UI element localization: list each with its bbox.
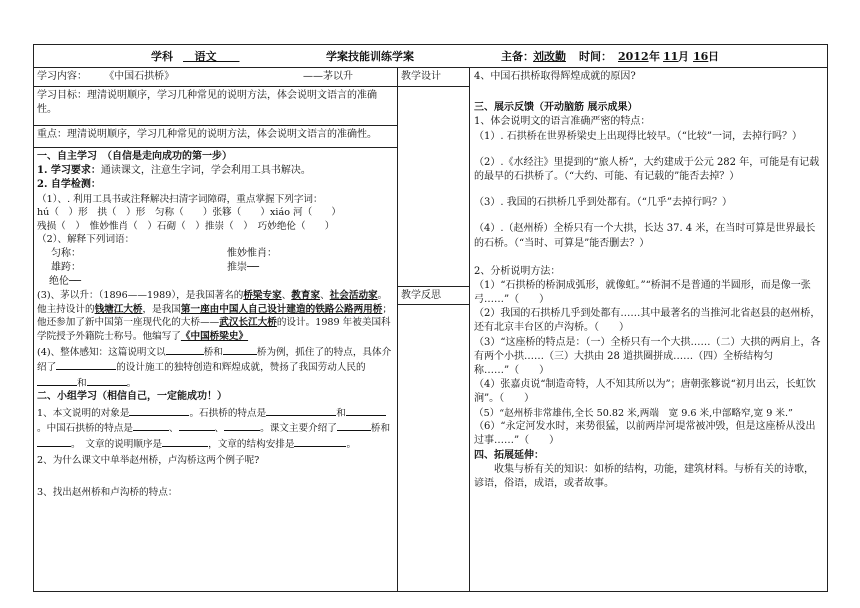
editor-value: 刘改勤 <box>533 50 566 63</box>
row-divider <box>33 125 397 126</box>
day-value: 16 <box>693 50 709 63</box>
month-value: 11 <box>663 50 679 63</box>
teaching-design-label: 教学设计 <box>401 71 441 82</box>
feedback-q1-2: （2）.《水经注》里提到的“旅人桥”，大约建成于公元 282 年，可能是有记载的最早的石拱桥了。（“大约、可能、有记载的”能否去掉？） <box>474 156 820 182</box>
self-check-title: 2. 自学检测： <box>37 179 101 191</box>
content-label: 学习内容： <box>37 71 87 82</box>
method-title: 2、分析说明方法： <box>474 265 561 277</box>
row-divider <box>397 86 469 87</box>
row-divider <box>33 86 397 87</box>
feedback-q1-1: （1）. 石拱桥在世界桥梁史上出现得比较早。（“比较”一词，去掉行吗？） <box>474 130 802 142</box>
question-2: （2）、解释下列词语： <box>37 234 135 246</box>
method-q5: （5）“赵州桥非常雄伟,全长 50.82 米,两端 宽 9.6 米,中部略窄,宽 9 米.” <box>474 407 793 419</box>
extension-text: 收集与桥有关的知识：如桥的结构，功能，建筑材料。与桥有关的诗歌，谚语，俗语，成语，或者故事。 <box>474 463 814 489</box>
time-label: 时间： <box>579 50 612 63</box>
method-q2: （2）我国的石拱桥几乎到处都有……其中最著名的当推河北省赵县的赵州桥，还有北京丰台区的卢沟桥。（ ） <box>474 308 821 334</box>
feedback-q1-4: （4）.（赵州桥）全桥只有一个大拱，长达 37. 4 米，在当时可算是世界最长的石桥。（“当时、可算是”能否删去？） <box>474 223 816 249</box>
month-suffix: 月 <box>678 50 689 63</box>
group-question-1: 1、本文说明的对象是 。石拱桥的特点是 和。中国石拱桥的特点是 、 、 。课文主要介绍了 桥和。 文章的说明顺序是 ，文章的结构安排是 。 <box>37 405 393 452</box>
word-weimiao: 惟妙惟肖： <box>227 248 277 259</box>
section-self-study-title: 一、自主学习 （自信是走向成功的第一步） <box>37 151 232 162</box>
subject-value: 语文 <box>194 50 217 63</box>
row-divider <box>397 304 469 305</box>
worksheet-title: 学案技能训练学案 <box>326 50 414 63</box>
word-yunchen: 匀称： <box>51 248 81 259</box>
feedback-q1-3: （3）. 我国的石拱桥几乎到处都有。（“几乎”去掉行吗？） <box>474 197 732 209</box>
learning-content-row <box>33 69 397 86</box>
method-q1: （1）“石拱桥的桥洞成弧形，就像虹。”“桥洞不是普通的半圆形，而是像一张弓……”（ ） <box>474 279 811 306</box>
word-row <box>37 261 393 275</box>
vocab-row-1: hú（ ）形 拱（ ）形 匀称（ ）张簃（ ）xiáo 河（ ） <box>37 207 342 219</box>
method-q4: （4）张嘉贞说“制造奇特，人不知其所以为”；唐朝张簃说“初月出云，长虹饮涧”。（ ） <box>474 379 816 405</box>
word-xiongkua: 雄跨： <box>51 262 81 273</box>
method-q3: （3）“这座桥的特点是：（一）全桥只有一个大拱……（二）大拱的两肩上，各有两个小拱……（三）大拱由 28 道拱圈拼成……（四）全桥结构匀称……”（ ） <box>474 336 821 376</box>
question-4-overview: (4)、整体感知：这篇说明文以 桥和 桥为例，抓住了的特点，具体介绍了 的设计施工的独特创造和辉煌成就，赞扬了我国劳动人民的和 。 <box>37 344 393 391</box>
word-tuichong: 推崇── <box>227 262 260 273</box>
column-divider-left <box>397 68 398 592</box>
group-question-2: 2、为什么课文中单举赵州桥，卢沟桥这两个例子呢? <box>37 455 260 467</box>
content-author: ——茅以升 <box>303 71 353 82</box>
right-main-content <box>469 69 828 591</box>
study-requirement: 1. 学习要求：通读课文，注意生字词，学会利用工具书解决。 <box>37 165 311 177</box>
vocab-row-2: 残损（ ） 惟妙惟肖（ ）石砌（ ）推崇（ ） 巧妙绝伦（ ） <box>37 220 335 232</box>
day-suffix: 日 <box>708 50 719 63</box>
group-question-3: 3、找出赵州桥和卢沟桥的特点： <box>37 487 178 499</box>
year-value: 2012 <box>618 50 649 63</box>
method-q6: （6）“永定河发水时，来势很猛，以前两岸河堤常被冲毁，但是这座桥从没出过事……”（ ） <box>474 421 816 447</box>
worksheet-header <box>33 44 828 68</box>
section-feedback-title: 三、展示反馈（开动脑筋 展示成果） <box>474 102 638 114</box>
question-3-author: (3)、茅以升：（1896——1989），是我国著名的桥梁专家、教育家、社会活动家。他主持设计的钱塘江大桥，是我国第一座由中国人自己设计建造的铁路公路两用桥；他还参加了新中国第一座现代化的大桥——武汉长江大桥的设计。1989 年被美国科学院授予外籍院士称号。他编写了《中国桥梁史》 <box>37 290 392 343</box>
subject-label: 学科 <box>151 50 173 63</box>
section-group-study-title: 二、小组学习（相信自己，一定能成功！） <box>37 391 227 403</box>
year-suffix: 年 <box>649 50 660 63</box>
word-juelun: 绝伦── <box>49 276 82 287</box>
feedback-q1: 1、体会说明文的语言准确严密的特点： <box>474 116 651 128</box>
editor-label: 主备： <box>501 50 534 63</box>
row-divider <box>33 147 397 148</box>
left-main-content <box>33 149 397 591</box>
teaching-reflection-label: 教学反思 <box>401 290 441 301</box>
learning-objective: 学习目标：理清说明顺序，学习几种常见的说明方法，体会说明文语言的准确性。 <box>37 90 377 116</box>
content-title: 《中国石拱桥》 <box>104 71 175 82</box>
word-row <box>37 247 393 261</box>
question-4-reason: 4、中国石拱桥取得辉煌成就的原因? <box>474 71 636 82</box>
row-divider <box>397 286 469 287</box>
section-extension-title: 四、拓展延伸： <box>474 449 544 461</box>
key-point: 重点：理清说明顺序，学习几种常见的说明方法，体会说明文语言的准确性。 <box>37 129 377 140</box>
question-1: （1）、. 利用工具书或注释解决扫清字词障碍，重点掌握下列字词： <box>37 193 323 205</box>
